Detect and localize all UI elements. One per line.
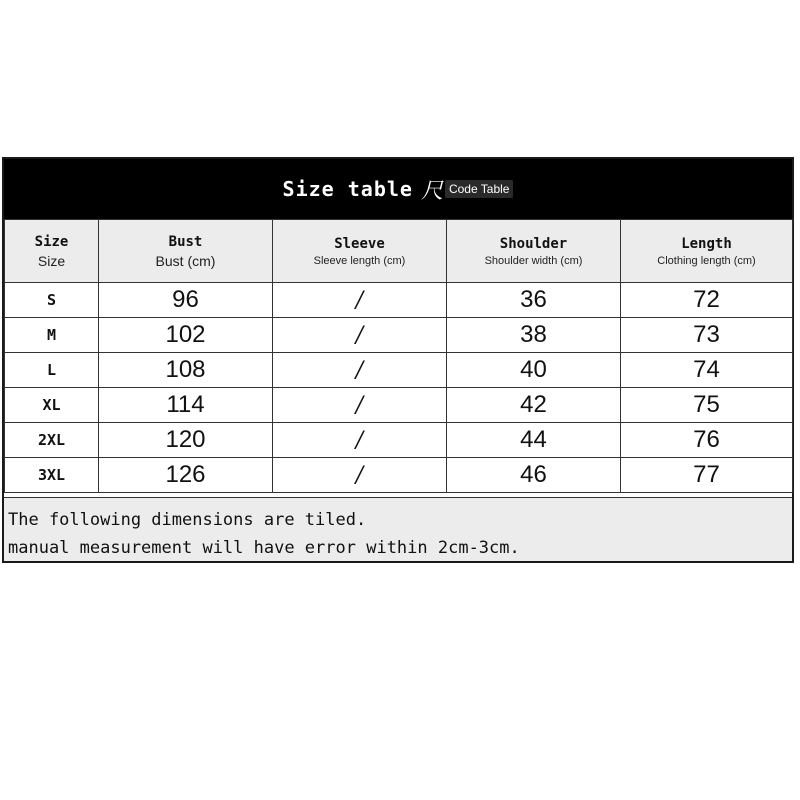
- bust-cell: 120: [99, 423, 273, 458]
- sleeve-cell: /: [273, 318, 447, 353]
- header-main: Shoulder: [499, 235, 568, 252]
- header-sub: Sleeve length (cm): [313, 254, 406, 267]
- length-cell: 75: [621, 388, 793, 423]
- sleeve-cell: /: [273, 423, 447, 458]
- header-main: Length: [681, 235, 732, 252]
- header-shoulder: [447, 220, 621, 283]
- header-sub: Shoulder width (cm): [484, 254, 583, 267]
- header-main: Size: [34, 233, 69, 250]
- header-sub: Size: [37, 252, 66, 269]
- size-cell: L: [5, 353, 99, 388]
- header-main: Sleeve: [334, 235, 385, 252]
- size-chart: [2, 157, 794, 563]
- bust-cell: 102: [99, 318, 273, 353]
- table-row: [5, 458, 793, 493]
- header-length: [621, 220, 793, 283]
- note-line: manual measurement will have error within 2cm-3cm.: [8, 538, 520, 558]
- size-cell: M: [5, 318, 99, 353]
- title-main: Size table: [282, 177, 413, 201]
- table-row: [5, 423, 793, 458]
- bust-cell: 96: [99, 283, 273, 318]
- sleeve-cell: /: [273, 388, 447, 423]
- header-size: [5, 220, 99, 283]
- header-row: [5, 220, 793, 283]
- table-row: [5, 318, 793, 353]
- title-sub: Code Table: [445, 180, 514, 198]
- size-table: [4, 219, 793, 493]
- header-sub: Clothing length (cm): [657, 254, 756, 267]
- header-main: Bust: [168, 233, 203, 250]
- table-row: [5, 388, 793, 423]
- shoulder-cell: 38: [447, 318, 621, 353]
- title-bar: [4, 159, 792, 219]
- shoulder-cell: 36: [447, 283, 621, 318]
- length-cell: 74: [621, 353, 793, 388]
- header-sub: Bust (cm): [155, 252, 216, 269]
- sleeve-cell: /: [273, 353, 447, 388]
- sleeve-cell: /: [273, 458, 447, 493]
- length-cell: 76: [621, 423, 793, 458]
- table-row: [5, 353, 793, 388]
- size-cell: 2XL: [5, 423, 99, 458]
- bust-cell: 108: [99, 353, 273, 388]
- size-cell: S: [5, 283, 99, 318]
- length-cell: 73: [621, 318, 793, 353]
- shoulder-cell: 42: [447, 388, 621, 423]
- shoulder-cell: 44: [447, 423, 621, 458]
- bust-cell: 126: [99, 458, 273, 493]
- bust-cell: 114: [99, 388, 273, 423]
- header-bust: [99, 220, 273, 283]
- sleeve-cell: /: [273, 283, 447, 318]
- length-cell: 72: [621, 283, 793, 318]
- size-cell: XL: [5, 388, 99, 423]
- size-cell: 3XL: [5, 458, 99, 493]
- table-row: [5, 283, 793, 318]
- header-sleeve: [273, 220, 447, 283]
- length-cell: 77: [621, 458, 793, 493]
- measurement-note: [4, 497, 792, 561]
- shoulder-cell: 40: [447, 353, 621, 388]
- title-glyph: 尺: [420, 178, 443, 204]
- shoulder-cell: 46: [447, 458, 621, 493]
- note-line: The following dimensions are tiled.: [8, 510, 367, 530]
